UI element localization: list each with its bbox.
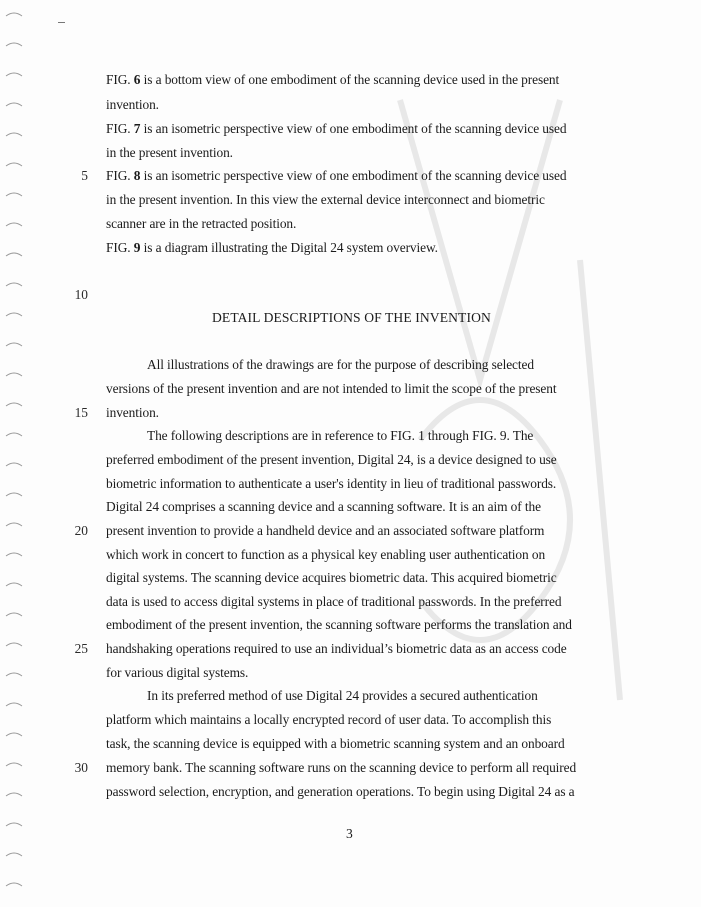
para2-line: present invention to provide a handheld device and an associated software platform	[106, 523, 545, 538]
para2-line: Digital 24 comprises a scanning device and a scanning software. It is an aim of the	[106, 499, 541, 514]
corner-mark	[58, 22, 65, 23]
para2-line: biometric information to authenticate a user's identity in lieu of traditional passwords.	[106, 476, 557, 491]
line-number: 15	[74, 405, 88, 420]
para3-line: memory bank. The scanning software runs on the scanning device to perform all required	[106, 760, 577, 775]
para1-line: versions of the present invention and are not intended to limit the scope of the present	[106, 381, 557, 396]
line-number: 10	[74, 287, 88, 302]
para2-line: digital systems. The scanning device acquires biometric data. This acquired biometric	[106, 570, 557, 585]
fig-6-line-1: FIG. 6 is a bottom view of one embodiment of the scanning device used in the present	[106, 72, 560, 87]
fig-8-line-1: FIG. 8 is an isometric perspective view of one embodiment of the scanning device used	[106, 168, 567, 183]
line-number: 25	[74, 641, 88, 656]
line-number: 30	[74, 760, 88, 775]
para2-line: The following descriptions are in reference to FIG. 1 through FIG. 9. The	[147, 428, 534, 443]
para3-line: platform which maintains a locally encrypted record of user data. To accomplish this	[106, 712, 552, 727]
fig-9-line-1: FIG. 9 is a diagram illustrating the Digital 24 system overview.	[106, 240, 438, 255]
para2-line: handshaking operations required to use an individual’s biometric data as an access code	[106, 641, 567, 656]
para2-line: for various digital systems.	[106, 665, 249, 680]
page-number: 3	[346, 826, 353, 841]
para1-line: All illustrations of the drawings are for the purpose of describing selected	[147, 357, 534, 372]
para2-line: preferred embodiment of the present invention, Digital 24, is a device designed to use	[106, 452, 557, 467]
para3-line: In its preferred method of use Digital 24 provides a secured authentication	[147, 688, 538, 703]
binding-holes	[0, 0, 30, 907]
section-heading: DETAIL DESCRIPTIONS OF THE INVENTION	[212, 310, 491, 325]
line-number: 5	[81, 168, 88, 183]
para1-line: invention.	[106, 405, 159, 420]
para3-line: password selection, encryption, and generation operations. To begin using Digital 24 as a	[106, 784, 575, 799]
fig-7-line-2: in the present invention.	[106, 145, 233, 160]
line-number: 20	[74, 523, 88, 538]
para3-line: task, the scanning device is equipped with a biometric scanning system and an onboard	[106, 736, 565, 751]
fig-8-line-3: scanner are in the retracted position.	[106, 216, 297, 231]
fig-6-line-2: invention.	[106, 97, 159, 112]
para2-line: which work in concert to function as a physical key enabling user authentication on	[106, 547, 546, 562]
para2-line: data is used to access digital systems in place of traditional passwords. In the preferred	[106, 594, 562, 609]
fig-7-line-1: FIG. 7 is an isometric perspective view of one embodiment of the scanning device used	[106, 121, 567, 136]
fig-8-line-2: in the present invention. In this view the external device interconnect and biometric	[106, 192, 545, 207]
para2-line: embodiment of the present invention, the scanning software performs the translation and	[106, 617, 572, 632]
